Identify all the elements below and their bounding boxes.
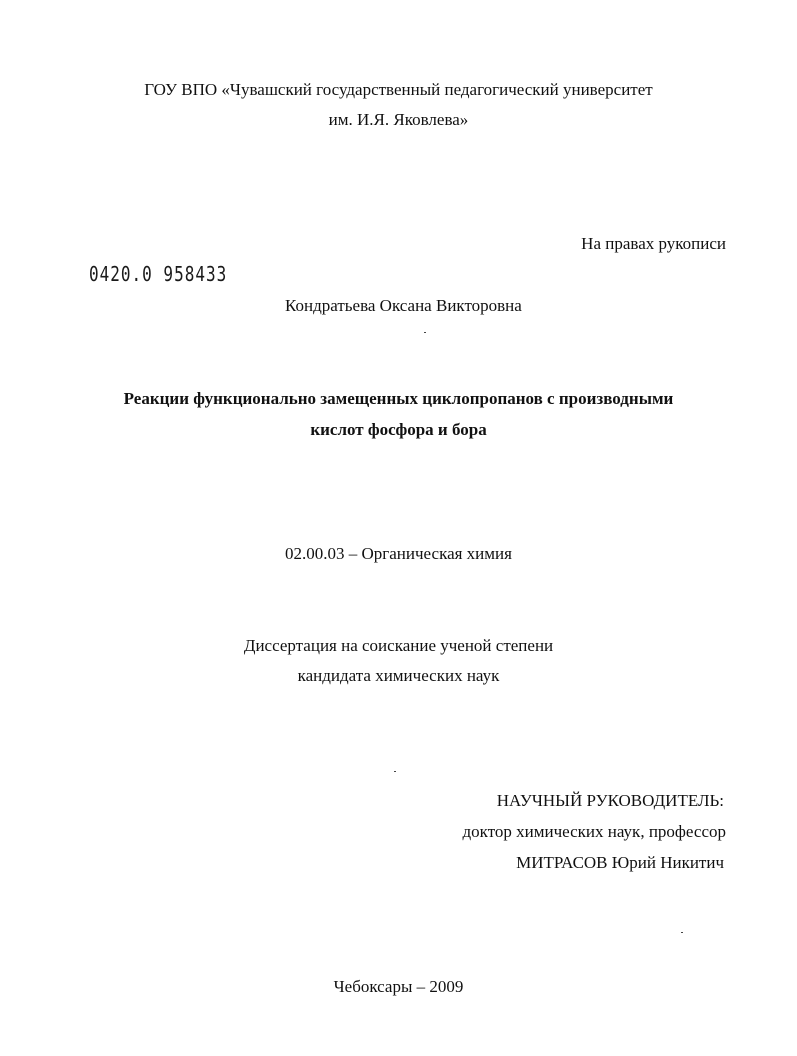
author-name: Кондратьева Оксана Викторовна xyxy=(285,296,522,315)
specialty-code: 02.00.03 – Органическая химия xyxy=(285,544,512,563)
catalog-stamp: 0420.0 958433 xyxy=(89,262,228,286)
degree-line-1: Диссертация на соискание ученой степени xyxy=(243,636,554,655)
supervisor-heading: НАУЧНЫЙ РУКОВОДИТЕЛЬ: xyxy=(496,791,724,810)
speck xyxy=(681,932,683,933)
manuscript-note: На правах рукописи xyxy=(581,234,726,253)
institution-line-2: им. И.Я. Яковлева» xyxy=(328,110,469,129)
supervisor-rank: доктор химических наук, профессор xyxy=(462,822,726,841)
dissertation-title-line-1: Реакции функционально замещенных циклопропанов с производными xyxy=(123,389,674,408)
dissertation-title-line-2: кислот фосфора и бора xyxy=(310,420,487,439)
speck xyxy=(394,771,396,772)
degree-line-2: кандидата химических наук xyxy=(297,666,500,685)
speck xyxy=(424,332,426,333)
supervisor-name: МИТРАСОВ Юрий Никитич xyxy=(516,853,724,872)
institution-line-1: ГОУ ВПО «Чувашский государственный педагогический университет xyxy=(144,80,653,99)
footer-city-year: Чебоксары – 2009 xyxy=(333,977,464,996)
